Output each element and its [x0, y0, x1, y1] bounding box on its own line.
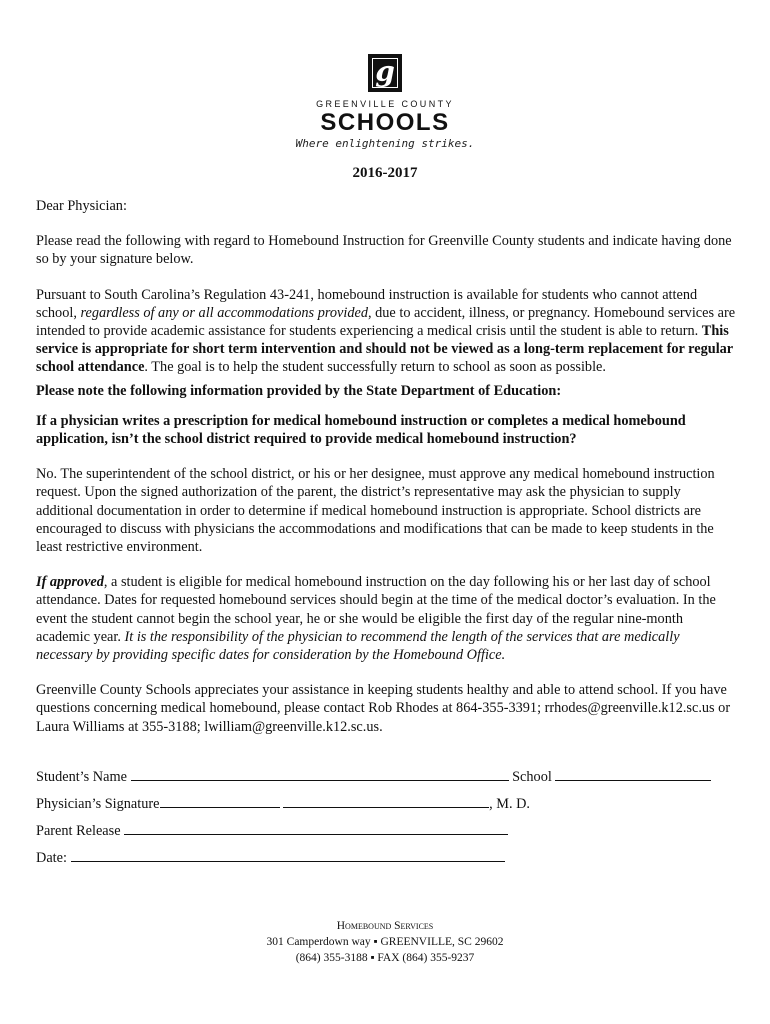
- regulation-bold: This service is appropriate for short term intervention and should not be viewed as a long-term replacement for regular school attendance: [36, 323, 733, 376]
- school-label: School: [512, 769, 552, 785]
- footer-phone: (864) 355-3188 ▪ FAX (864) 355-9237: [295, 952, 475, 964]
- physician-signature-line[interactable]: [160, 793, 280, 808]
- logo-tagline: Where enlightening strikes.: [295, 137, 475, 150]
- parent-release-line[interactable]: [124, 820, 508, 835]
- school-logo: [0, 54, 770, 150]
- note-heading: Please note the following information provided by the State Department of Education:: [36, 382, 562, 399]
- parent-release-row: [36, 820, 756, 847]
- answer-paragraph: No. The superintendent of the school district, or his or her designee, must approve any medical homebound instruction request. Upon the signed authorization of the parent, the district’s representative may ask the physician to supply additional documentation in order to determine if medical homebound instruction is appropriate. School districts are encouraged to discuss with physicians the accommodations and modifications that can be made to keep students in the least restrictive environment.: [36, 466, 715, 556]
- approved-italic: It is the responsibility of the physician to recommend the length of the services that are medically necessary by providing specific dates for consideration by the Homebound Office.: [36, 628, 680, 664]
- regulation-paragraph: [36, 286, 736, 377]
- logo-county: GREENVILLE COUNTY: [316, 99, 454, 109]
- letter-body: [36, 197, 736, 753]
- physician-name-line[interactable]: [283, 793, 489, 808]
- student-name-line[interactable]: [131, 766, 509, 781]
- question-paragraph: If a physician writes a prescription for medical homebound instruction or completes a medical homebound application, isn’t the school district required to provide medical homebound instruction?: [36, 412, 686, 448]
- parent-release-label: Parent Release: [36, 823, 121, 839]
- logo-schools: SCHOOLS: [320, 109, 450, 136]
- date-label: Date:: [36, 850, 67, 866]
- school-year: 2016-2017: [352, 165, 418, 181]
- footer: [0, 918, 770, 966]
- date-line[interactable]: [71, 847, 505, 862]
- logo-mark: g: [368, 54, 402, 92]
- regulation-text-1: Pursuant to South Carolina’s Regulation 43-241, homebound instruction is available for students who cannot attend school,: [36, 286, 698, 321]
- approved-paragraph: [36, 573, 736, 664]
- closing-paragraph: Greenville County Schools appreciates your assistance in keeping students healthy and able to attend school. If you have questions concerning medical homebound, please contact Rob Rhodes at 864-355-3391; rrhodes@greenville.k12.sc.us or Laura Williams at 355-3188; lwilliam@greenville.k12.sc.us.: [36, 682, 731, 735]
- footer-address: 301 Camperdown way ▪ GREENVILLE, SC 29602: [266, 936, 504, 948]
- intro-paragraph: Please read the following with regard to Homebound Instruction for Greenville County students and indicate having done so by your signature below.: [36, 233, 732, 268]
- physician-signature-label: Physician’s Signature: [36, 796, 160, 812]
- student-name-row: [36, 766, 756, 793]
- regulation-text-2: , due to accident, illness, or pregnancy. Homebound services are intended to provide academic assistance for students experiencing a medical crisis until the student is able to return.: [36, 304, 736, 340]
- signature-fields: [36, 766, 756, 874]
- physician-signature-row: [36, 793, 756, 820]
- approved-lead: If approved: [36, 574, 104, 591]
- regulation-text-3: . The goal is to help the student successfully return to school as soon as possible.: [144, 359, 606, 376]
- student-name-label: Student’s Name: [36, 769, 127, 785]
- date-row: [36, 847, 756, 874]
- footer-office: Homebound Services: [336, 920, 434, 932]
- greeting: Dear Physician:: [36, 198, 127, 214]
- md-label: , M. D.: [489, 796, 530, 812]
- school-line[interactable]: [555, 766, 711, 781]
- approved-text: , a student is eligible for medical homebound instruction on the day following his or her last day of school attendance. Dates for requested homebound services should begin at the time of the medical doctor’s evaluation. In the event the student cannot begin the school year, he or she would be eligible the first day of the regular nine-month academic year.: [36, 574, 716, 645]
- regulation-italic: regardless of any or all accommodations provided: [80, 304, 368, 321]
